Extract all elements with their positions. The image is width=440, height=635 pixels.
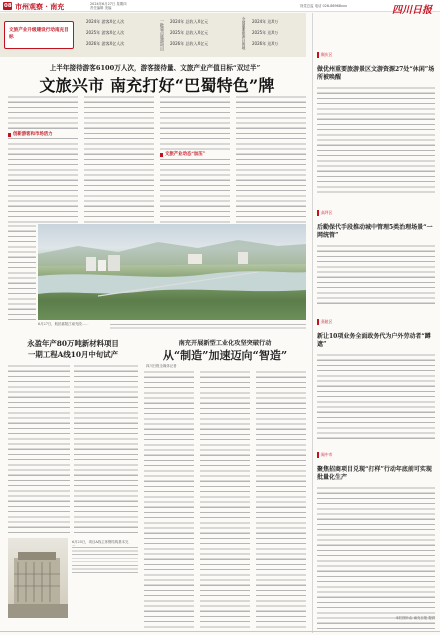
stats-group-a: [86, 19, 152, 47]
stats-group-b: [170, 19, 240, 47]
stat-row: 2025年 游客X亿人次: [86, 30, 125, 35]
lead-column-1: [8, 95, 78, 223]
sidebar-section-3: [317, 308, 435, 443]
subhead-2: [160, 151, 230, 158]
br-byline: 四川日报全媒体记者: [146, 364, 177, 368]
promo-box: [4, 21, 74, 49]
sidebar-section-2: [317, 199, 435, 308]
stats-label-b: 一批重点旅游项目: [160, 19, 165, 51]
factory-caption-lines: [72, 546, 138, 576]
sidebar-headline-3: 新让10项业务全面政务代为户外劳动者“蹲遮”: [317, 333, 431, 348]
lead-column-4: [236, 95, 306, 223]
sidebar-body-2: [317, 244, 435, 308]
bl-kicker: 永盈年产80万吨新材料项目: [27, 339, 119, 348]
newspaper-logo: 四川日报: [392, 4, 432, 16]
sidebar-body-4: [317, 486, 435, 632]
bl-body-2: [74, 364, 138, 534]
stat-row: 2024年 达X万: [252, 19, 279, 24]
stat-row: 2024年 总收入X亿元: [170, 19, 209, 24]
panorama-illustration: [38, 224, 306, 320]
stat-row: 2026年 游客X亿人次: [86, 41, 125, 46]
left-photo-strip: [8, 224, 36, 320]
sidebar-headline-2: 后勤保代手段推动城中管理5类治理场景“一网统管”: [317, 224, 433, 239]
factory-photo-caption: 6月25日，项目A线主体钢结构基本完: [72, 540, 129, 544]
sidebar-section-1: [317, 41, 435, 196]
sidebar: [312, 13, 436, 633]
district-tag: 顺庆区: [317, 52, 332, 58]
section-title: 市州观察 · 南充: [15, 1, 65, 11]
contact-line: 视觉总监 电话 028-86968xxx: [300, 3, 347, 8]
br-kicker: 南充开展新型工业化攻坚突破行动: [178, 340, 272, 347]
district-tag: 阆中市: [317, 452, 332, 458]
lead-column-2: [84, 95, 154, 223]
district-tag: 嘉陵区: [317, 319, 332, 325]
stats-group-c: [252, 19, 306, 47]
sidebar-headline-1: 做优州重要旅游景区文游资源27处“休闲”场所被唤醒: [317, 66, 435, 81]
br-col-1: [144, 370, 194, 628]
page-number: 08: [4, 2, 12, 9]
factory-illustration: [8, 538, 68, 618]
subhead-1-text: 创新游客和市场活力: [13, 132, 53, 137]
sidebar-body-1: [317, 86, 435, 196]
bottom-left-article: [8, 336, 138, 631]
caption-filler: [110, 323, 306, 330]
sidebar-body-3: [317, 353, 435, 443]
footer-rule: [0, 631, 440, 632]
date-line: 2024年6月27日 星期四: [90, 1, 127, 6]
sidebar-footer: 本栏图片由 南充日报 提供: [395, 616, 435, 620]
br-headline: 从“制造”加速迈向“智造”: [162, 349, 288, 362]
district-tag: 高坪区: [317, 210, 332, 216]
sidebar-section-4: [317, 441, 435, 632]
page-header: [0, 0, 440, 16]
bottom-right-article: [144, 336, 306, 631]
bl-body: [8, 364, 70, 534]
photo-caption: 6月27日，航拍嘉陵江南充段……: [38, 322, 89, 326]
br-col-2: [200, 370, 250, 628]
lead-column-3: [160, 95, 230, 223]
stat-row: 2025年 总收入X亿元: [170, 30, 209, 35]
stat-row: 2025年 达X万: [252, 30, 279, 35]
lead-article-body: [8, 95, 306, 223]
subhead-2-text: 文旅产业动态“加压”: [165, 152, 206, 157]
stat-row: 2026年 总收入X亿元: [170, 41, 209, 46]
lead-kicker: 上半年接待游客6100万人次，游客接待量、文旅产业产值目标“双过半”: [49, 64, 261, 72]
factory-photo: [8, 538, 68, 618]
editor-line: 责任编辑 美编: [90, 6, 112, 10]
river-panorama-photo: [38, 224, 306, 320]
bl-headline: 一期工程A线10月中旬试产: [28, 350, 118, 359]
lead-headline: 文旅兴市 南充打好“巴蜀特色”牌: [39, 76, 275, 95]
stat-row: 2026年 达X万: [252, 41, 279, 46]
stats-banner: [0, 13, 306, 57]
subhead-bullet: [8, 133, 11, 137]
stat-row: 2024年 游客X亿人次: [86, 19, 125, 24]
stats-label-c: 全国重要旅游目的地: [242, 17, 246, 50]
subhead-1: [8, 131, 78, 138]
subhead-bullet: [160, 153, 163, 157]
promo-text: 文旅产业升级建设行动南充目标: [9, 28, 69, 40]
sidebar-headline-4: 聚焦招商项目兑现“打样”行动年底前可实现批量化生产: [317, 466, 432, 481]
br-col-3: [256, 370, 306, 628]
